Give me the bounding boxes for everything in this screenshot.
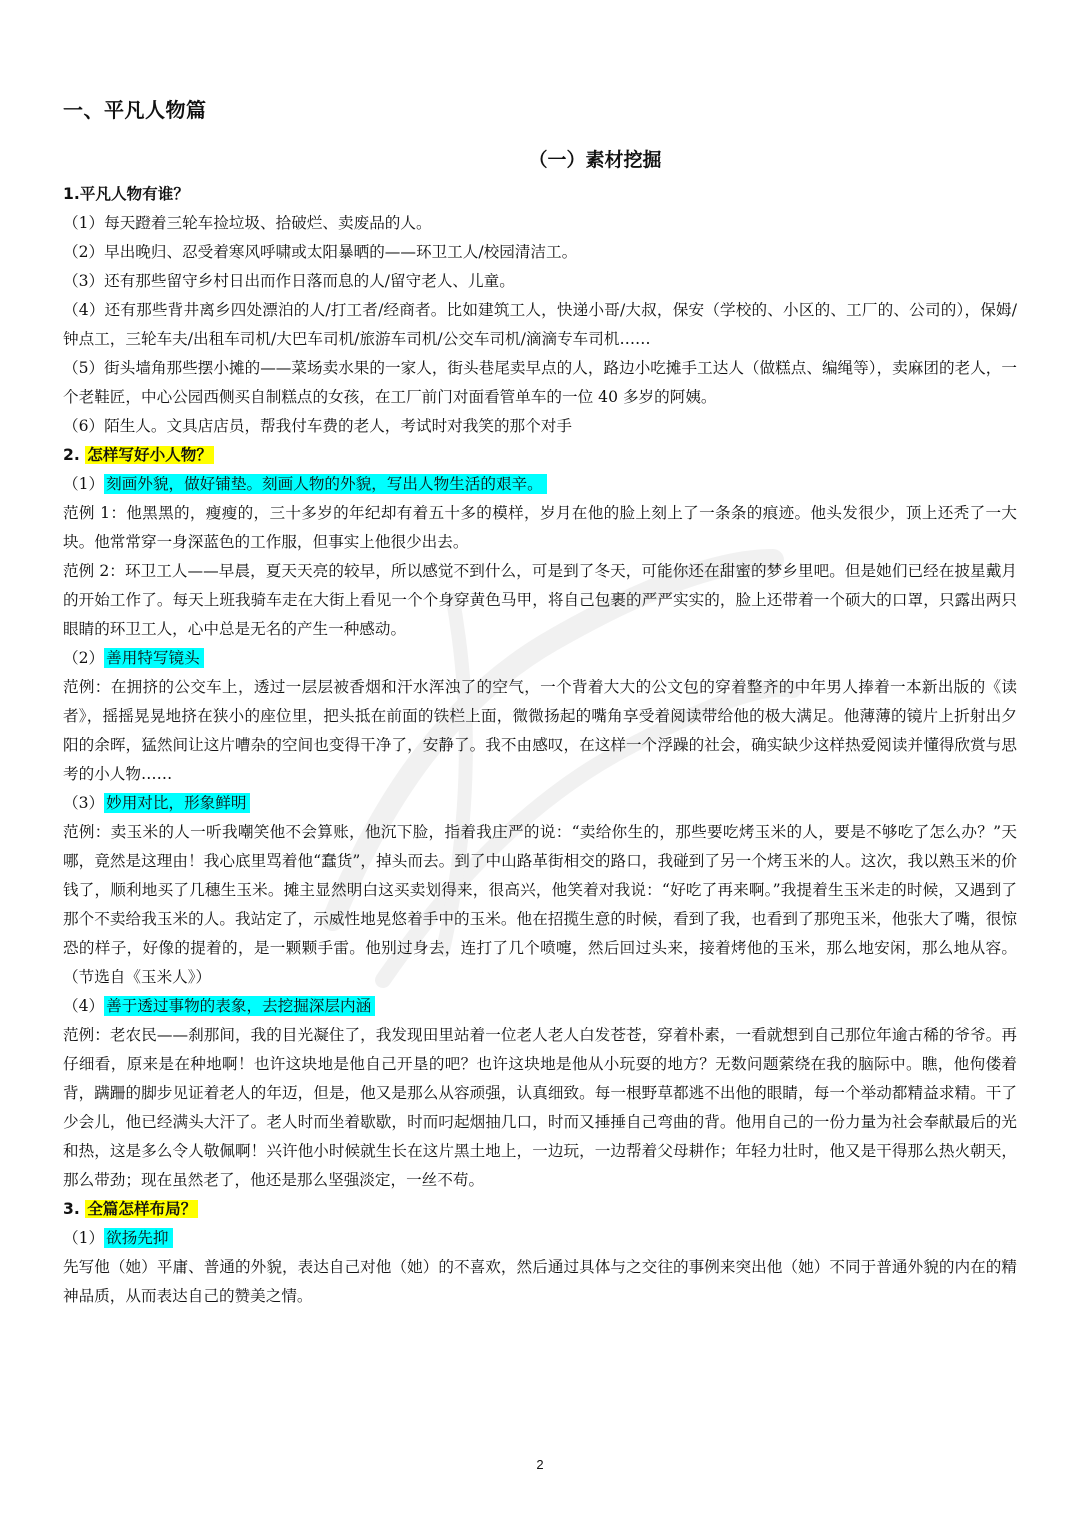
example-paragraph: 范例 2：环卫工人——早晨，夏天天亮的较早，所以感觉不到什么，可是到了冬天，可能你还在甜蜜的梦乡里吧。但是她们已经在披星戴月的开始工作了。每天上班我骑车走在大街上看见一个个身穿黄色马甲，将自己包裹的严严实实的，脸上还带着一个硕大的口罩，只露出两只眼睛的环卫工人，心中总是无名的产生一种感动。 [63, 562, 1017, 638]
method-prefix: （1） [63, 475, 105, 493]
question-2-highlight: 怎样写好小人物？ [87, 446, 212, 464]
method-highlight: 善用特写镜头 [104, 648, 204, 668]
question-3-number: 3. [63, 1200, 86, 1218]
question-3-heading [63, 1195, 1017, 1224]
example-paragraph: 范例 1：他黑黑的，瘦瘦的，三十多岁的年纪却有着五十多的模样，岁月在他的脸上刻上了一条条的痕迹。他头发很少，顶上还秃了一大块。他常常穿一身深蓝色的工作服，但事实上他很少出去。 [63, 504, 1017, 551]
method-prefix: （3） [63, 794, 105, 812]
method-highlight: 善于透过事物的表象，去挖掘深层内涵 [104, 996, 375, 1016]
list-item: （6）陌生人。文具店店员，帮我付车费的老人，考试时对我笑的那个对手 [63, 417, 572, 435]
method-prefix: （2） [63, 649, 105, 667]
document-page [63, 0, 1017, 1527]
method-highlight: 欲扬先抑 [104, 1228, 172, 1248]
method-prefix: （4） [63, 997, 105, 1015]
list-item: （3）还有那些留守乡村日出而作日落而息的人/留守老人、儿童。 [63, 272, 515, 290]
layout-method-1 [63, 1224, 1017, 1253]
question-2-number: 2. [63, 446, 86, 464]
example-paragraph: 范例：在拥挤的公交车上，透过一层层被香烟和汗水浑浊了的空气，一个背着大大的公文包的穿着整齐的中年男人捧着一本新出版的《读者》，摇摇晃晃地挤在狭小的座位里，把头抵在前面的铁栏上面，微微扬起的嘴角享受着阅读带给他的极大满足。他薄薄的镜片上折射出夕阳的余晖，猛然间让这片嘈杂的空间也变得干净了，安静了。我不由感叹，在这样一个浮躁的社会，确实缺少这样热爱阅读并懂得欣赏与思考的小人物…… [63, 678, 1017, 783]
list-item: （2）早出晚归、忍受着寒风呼啸或太阳暴晒的——环卫工人/校园清洁工。 [63, 243, 578, 261]
method-prefix: （1） [63, 1229, 105, 1247]
method-3 [63, 789, 1017, 818]
example-paragraph: 范例：老农民——刹那间，我的目光凝住了，我发现田里站着一位老人老人白发苍苍，穿着朴素，一看就想到自己那位年逾古稀的爷爷。再仔细看，原来是在种地啊！也许这块地是他自己开垦的吧？也许这块地是他从小玩耍的地方？无数问题萦绕在我的脑际中。瞧，他佝偻着背，蹒跚的脚步见证着老人的年迈，但是，他又是那么从容顽强，认真细致。每一根野草都逃不出他的眼睛，每一个举动都精益求精。干了少会儿，他已经满头大汗了。老人时而坐着歇歇，时而叼起烟抽几口，时而又捶捶自己弯曲的背。他用自己的一份力量为社会奉献最后的光和热，这是多么令人敬佩啊！兴许他小时候就生长在这片黑土地上，一边玩，一边帮着父母耕作；年轻力壮时，他又是干得那么热火朝天，那么带劲；现在虽然老了，他还是那么坚强淡定，一丝不苟。 [63, 1026, 1017, 1189]
list-item: （1）每天蹬着三轮车捡垃圾、拾破烂、卖废品的人。 [63, 214, 432, 232]
explanation-paragraph: 先写他（她）平庸、普通的外貌，表达自己对他（她）的不喜欢，然后通过具体与之交往的事例来突出他（她）不同于普通外貌的内在的精神品质，从而表达自己的赞美之情。 [63, 1258, 1017, 1305]
question-2-heading [63, 441, 1017, 470]
subsection-title: （一）素材挖掘 [528, 149, 662, 171]
section-title: 一、平凡人物篇 [63, 98, 207, 122]
example-paragraph: 范例：卖玉米的人一听我嘲笑他不会算账，他沉下脸，指着我庄严的说：“卖给你生的，那些要吃烤玉米的人，要是不够吃了怎么办？”天哪，竟然是这理由！我心底里骂着他“蠢货”，掉头而去。到了中山路革街相交的路口，我碰到了另一个烤玉米的人。这次，我以熟玉米的价钱了，顺利地买了几穗生玉米。摊主显然明白这买卖划得来，很高兴，他笑着对我说：“好吃了再来啊。”我提着生玉米走的时候，又遇到了那个不卖给我玉米的人。我站定了，示威性地晃悠着手中的玉米。他在招揽生意的时候，看到了我，也看到了那兜玉米，他张大了嘴，很惊恐的样子，好像的提着的，是一颗颗手雷。他别过身去，连打了几个喷嚏，然后回过头来，接着烤他的玉米，那么地安闲，那么地从容。（节选自《玉米人》） [63, 823, 1017, 986]
method-highlight: 刻画外貌，做好铺垫。刻画人物的外貌，写出人物生活的艰辛。 [104, 474, 547, 494]
method-1 [63, 470, 1017, 499]
document-body [63, 180, 1017, 1311]
method-4 [63, 992, 1017, 1021]
list-item: （4）还有那些背井离乡四处漂泊的人/打工者/经商者。比如建筑工人，快递小哥/大叔，保安（学校的、小区的、工厂的、公司的），保姆/钟点工，三轮车夫/出租车司机/大巴车司机/旅游车司机/公交车司机/滴滴专车司机…… [63, 301, 1017, 348]
question-3-highlight: 全篇怎样布局？ [87, 1200, 197, 1218]
page-number: 2 [536, 1457, 544, 1472]
question-1-heading: 1.平凡人物有谁？ [63, 185, 189, 203]
method-2 [63, 644, 1017, 673]
list-item: （5）街头墙角那些摆小摊的——菜场卖水果的一家人，街头巷尾卖早点的人，路边小吃摊手工达人（做糕点、编绳等），卖麻团的老人，一个老鞋匠，中心公园西侧买自制糕点的女孩，在工厂前门对面看管单车的一位 40 多岁的阿姨。 [63, 359, 1017, 406]
method-highlight: 妙用对比，形象鲜明 [104, 793, 250, 813]
